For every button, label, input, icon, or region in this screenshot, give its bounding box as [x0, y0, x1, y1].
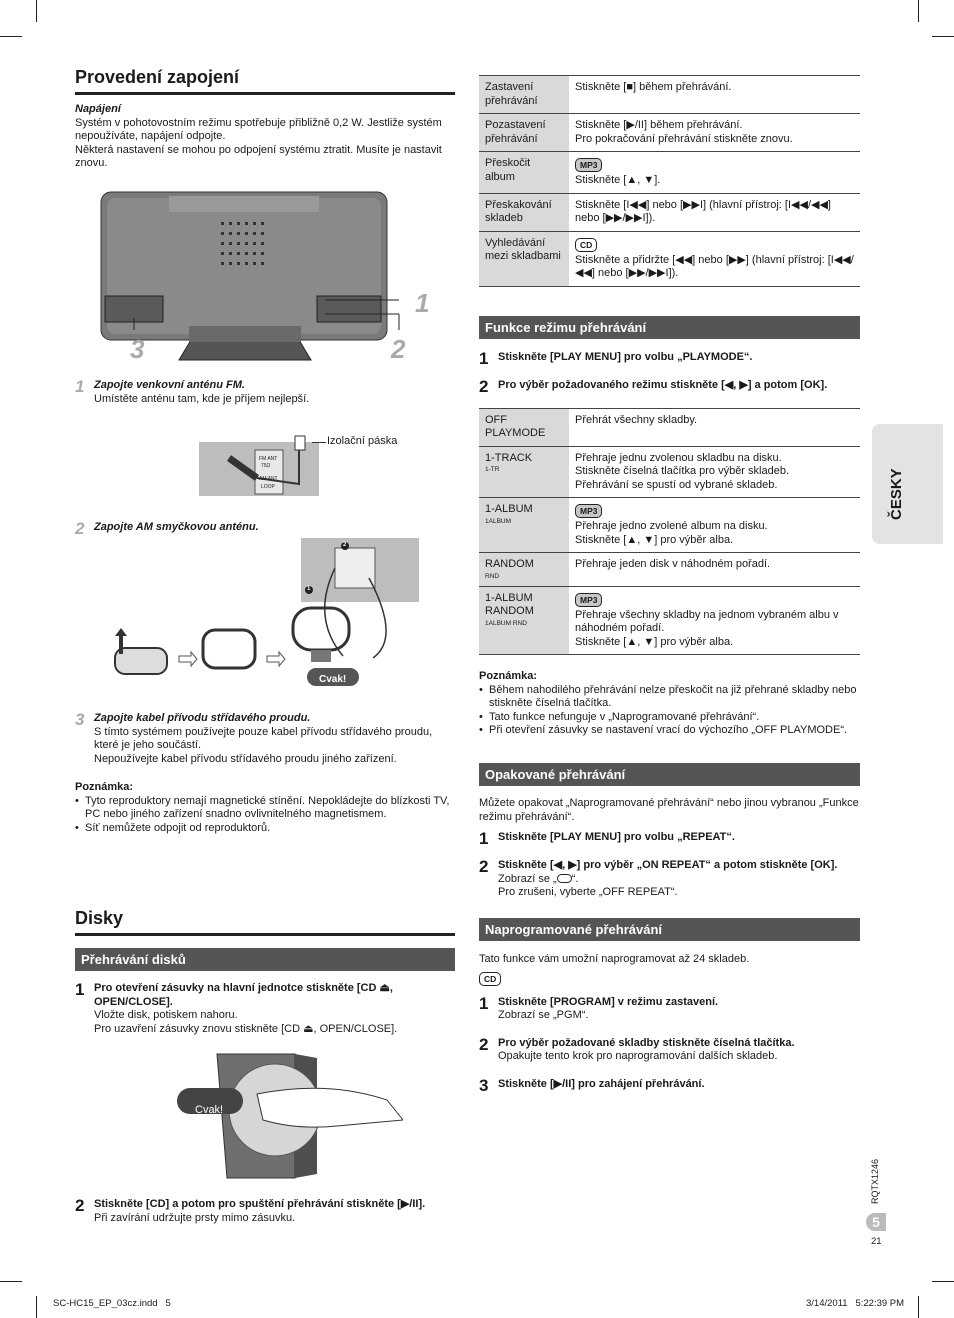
footer-timestamp: 3/14/2011 5:22:39 PM — [806, 1298, 905, 1309]
am-step-title: Zapojte AM smyčkovou anténu. — [94, 521, 259, 533]
am-fig-num-1: 1 — [307, 586, 311, 592]
left-notes — [75, 781, 455, 835]
program-step-1-number: 1 — [479, 993, 489, 1013]
disc-click-label: Cvak! — [195, 1104, 224, 1116]
mode-desc: Přehrát všechny skladby. — [569, 408, 860, 446]
power-heading: Napájení — [75, 103, 121, 115]
playmode-step-1 — [479, 348, 860, 368]
table-row — [479, 231, 860, 286]
repeat-icon — [557, 874, 572, 883]
fm-label-2: 75Ω — [261, 463, 271, 469]
playmode-step-2 — [479, 376, 860, 396]
disc-step-1 — [75, 982, 455, 1036]
disc-playback-bar: Přehrávání disků — [75, 948, 455, 971]
mode-desc: Přehraje jeden disk v náhodném pořadí. — [569, 553, 860, 587]
mode-name: 1-TRACK — [485, 451, 533, 464]
program-step-2-sub: Opakujte tento krok pro naprogramování dalších skladeb. — [498, 1050, 778, 1063]
program-step-2-text: Pro výběr požadované skladby stiskněte číselná tlačítka. — [498, 1036, 795, 1049]
playmode-step-1-number: 1 — [479, 348, 489, 368]
section-title-discs: Disky — [75, 907, 455, 936]
repeat-cancel-text: Pro zrušeni, vyberte „OFF REPEAT“. — [498, 886, 678, 899]
fm-step-text: Umístěte anténu tam, kde je příjem nejlepší. — [94, 392, 310, 405]
table-row — [479, 193, 860, 231]
language-tab — [872, 424, 943, 544]
footer-file: SC-HC15_EP_03cz.indd 5 — [53, 1298, 171, 1309]
table-row — [479, 152, 860, 194]
am-step — [75, 521, 455, 537]
mode-display: 1-TR — [485, 466, 500, 473]
program-step-3 — [479, 1075, 860, 1095]
cd-badge: CD — [479, 972, 501, 986]
table-value: Stiskněte [■] během přehrávání. — [569, 76, 860, 114]
repeat-step-1 — [479, 831, 860, 847]
unit-rear-illustration — [99, 190, 439, 366]
ac-step-text-2: Nepoužívejte kabel přívodu střídavého proudu jiného zařízení. — [94, 752, 397, 765]
fm-step — [75, 379, 455, 406]
mode-display: 1ALBUM RND — [485, 619, 527, 627]
program-intro: Tato funkce vám umožní naprogramovat až 24 skladeb. — [479, 952, 750, 965]
page-badge: 5 — [866, 1213, 886, 1231]
am-loop-illustration — [111, 538, 419, 690]
disc-step-1-title: Pro otevření zásuvky na hlavní jednotce stiskněte [CD ⏏, OPEN/CLOSE]. — [94, 982, 393, 1008]
right-column — [479, 66, 860, 1094]
playmode-step-1-text: Stiskněte [PLAY MENU] pro volbu „PLAYMODE“. — [498, 350, 753, 363]
mode-name: 1-ALBUM — [485, 503, 533, 515]
table-row — [479, 446, 860, 498]
playmode-table — [479, 408, 860, 656]
program-step-3-number: 3 — [479, 1075, 489, 1095]
disc-step-2-text: Při zavírání udržujte prsty mimo zásuvku. — [94, 1211, 296, 1224]
tape-leader — [312, 442, 326, 443]
fm-step-number: 1 — [75, 377, 85, 396]
section-title-connections: Provedení zapojení — [75, 66, 455, 95]
fm-step-title: Zapojte venkovní anténu FM. — [94, 379, 245, 391]
ac-step-title: Zapojte kabel přívodu střídavého proudu. — [94, 712, 311, 724]
repeat-step-1-text: Stiskněte [PLAY MENU] pro volbu „REPEAT“. — [498, 831, 735, 844]
disc-step-2 — [75, 1198, 455, 1225]
cd-badge: CD — [575, 238, 597, 252]
table-row — [479, 553, 860, 587]
ac-step-text-1: S tímto systémem používejte pouze kabel přívodu střídavého proudu, které je jeho součástí. — [94, 725, 433, 752]
am-click-label: Cvak! — [319, 674, 347, 685]
am-label-2: LOOP — [261, 484, 275, 490]
power-text-2: Některá nastavení se mohou po odpojení systému ztratit. Musíte je nastavit znovu. — [75, 143, 442, 170]
mp3-badge: MP3 — [575, 504, 602, 518]
mp3-badge: MP3 — [575, 593, 602, 607]
disc-step-2-number: 2 — [75, 1196, 85, 1215]
table-value: Stiskněte [▲, ▼]. — [575, 174, 661, 186]
table-key: Přeskakování skladeb — [479, 193, 569, 231]
repeat-intro: Můžete opakovat „Naprogramované přehrávání“ nebo jinou vybranou „Funkce režimu přehrávání“. — [479, 796, 859, 823]
repeat-display-line — [498, 873, 860, 887]
table-value: Stiskněte [I◀◀] nebo [▶▶I] (hlavní přístroj: [I◀◀/◀◀] nebo [▶▶/▶▶I]). — [569, 193, 860, 231]
table-row — [479, 114, 860, 152]
ac-step — [75, 712, 455, 766]
doc-code: RQTX1246 — [870, 1158, 880, 1204]
table-value: Stiskněte a přidržte [◀◀] nebo [▶▶] (hlavní přístroj: [I◀◀/◀◀] nebo [▶▶/▶▶I]). — [575, 253, 854, 279]
mode-desc: Přehraje jednu zvolenou skladbu na disku. Stiskněte číselná tlačítka pro výběr skladeb. Přehrávání se spustí od vybrané skladeb. — [569, 446, 860, 498]
disc-step-1-text-1: Vložte disk, potiskem nahoru. — [94, 1009, 238, 1022]
mode-display: 1ALBUM — [485, 517, 512, 525]
table-row — [479, 498, 860, 553]
am-label-1: AM ANT — [259, 476, 278, 482]
callout-2: 2 — [391, 334, 406, 364]
mode-name: 1-ALBUM RANDOM — [485, 591, 534, 617]
playmode-note-item: • Při otevření zásuvky se nastavení vrací do výchozího „OFF PLAYMODE“. — [479, 724, 860, 738]
repeat-display-prefix: Zobrazí se „ — [498, 872, 557, 885]
mode-desc: Přehraje jedno zvolené album na disku. Stiskněte [▲, ▼] pro výběr alba. — [575, 520, 768, 546]
playmode-step-2-number: 2 — [479, 376, 489, 396]
program-step-1-sub: Zobrazí se „PGM“. — [498, 1009, 589, 1022]
am-step-number: 2 — [75, 519, 85, 538]
fm-label-1: FM ANT — [259, 456, 278, 462]
table-row — [479, 586, 860, 655]
left-note-item: • Tyto reproduktory nemají magnetické stínění. Nepokládejte do blízkosti TV, PC nebo jiného zařízení snadno ovlivnitelného magnetismem. — [75, 795, 455, 822]
table-value-cell — [569, 152, 860, 194]
mode-desc: Přehraje všechny skladby na jednom vybraném albu v náhodném pořadí. Stiskněte [▲, ▼] pro výběr alba. — [575, 608, 839, 648]
repeat-step-1-number: 1 — [479, 829, 489, 849]
ac-step-number: 3 — [75, 710, 85, 729]
am-fig-num-2: 2 — [343, 542, 347, 548]
playmode-note-title: Poznámka: — [479, 670, 538, 682]
power-text-1: Systém v pohotovostním režimu spotřebuje přibližně 0,2 W. Jestliže systém nepoužíváte, napájení odpojte. — [75, 116, 442, 143]
program-step-2 — [479, 1034, 860, 1064]
discs-section — [75, 907, 455, 1036]
program-step-1 — [479, 993, 860, 1023]
playmode-step-2-text: Pro výběr požadovaného režimu stiskněte [◀, ▶] a potom [OK]. — [498, 378, 828, 391]
repeat-bar: Opakované přehrávání — [479, 763, 860, 786]
program-step-3-text: Stiskněte [▶/II] pro zahájení přehrávání. — [498, 1077, 705, 1090]
mode-name: OFF PLAYMODE — [485, 413, 546, 439]
callout-3: 3 — [130, 334, 145, 364]
table-value-cell — [569, 231, 860, 286]
table-value: Stiskněte [▶/II] během přehrávání. Pro pokračování přehrávání stiskněte znovu. — [569, 114, 860, 152]
repeat-display-suffix: “. — [571, 872, 579, 885]
table-key: Přeskočit album — [479, 152, 569, 194]
mp3-badge: MP3 — [575, 158, 602, 172]
program-step-1-text: Stiskněte [PROGRAM] v režimu zastavení. — [498, 995, 719, 1008]
repeat-step-2 — [479, 859, 860, 900]
program-bar: Naprogramované přehrávání — [479, 918, 860, 941]
table-row — [479, 76, 860, 114]
page-number: 21 — [871, 1236, 882, 1247]
left-note-item: • Síť nemůžete odpojit od reproduktorů. — [75, 822, 455, 836]
program-step-2-number: 2 — [479, 1034, 489, 1054]
table-row — [479, 408, 860, 446]
playmode-bar: Funkce režimu přehrávání — [479, 316, 860, 339]
table-key: Zastavení přehrávání — [479, 76, 569, 114]
left-column — [75, 66, 455, 1224]
left-note-title: Poznámka: — [75, 781, 134, 793]
language-tab-label: ČESKY — [888, 468, 905, 520]
disc-step-1-text-2: Pro uzavření zásuvky znovu stiskněte [CD ⏏, OPEN/CLOSE]. — [94, 1022, 398, 1035]
tape-label: Izolační páska — [327, 435, 398, 447]
playmode-note-item: • Tato funkce nefunguje v „Naprogramované přehrávání“. — [479, 711, 860, 725]
operations-table — [479, 75, 860, 287]
repeat-step-2-number: 2 — [479, 857, 489, 877]
table-key: Vyhledávání mezi skladbami — [479, 231, 569, 286]
disc-step-1-number: 1 — [75, 980, 85, 999]
mode-name: RANDOM — [485, 558, 534, 570]
mode-display: RND — [485, 572, 500, 580]
table-key: Pozastavení přehrávání — [479, 114, 569, 152]
disc-step-2-title: Stiskněte [CD] a potom pro spuštění přehrávání stiskněte [▶/II]. — [94, 1198, 426, 1210]
callout-1: 1 — [415, 288, 430, 318]
repeat-step-2-text: Stiskněte [◀, ▶] pro výběr „ON REPEAT“ a potom stiskněte [OK]. — [498, 859, 838, 872]
playmode-note-item: • Během nahodilého přehrávání nelze přeskočit na již přehrané skladby nebo stiskněte číselná tlačítka. — [479, 684, 860, 711]
